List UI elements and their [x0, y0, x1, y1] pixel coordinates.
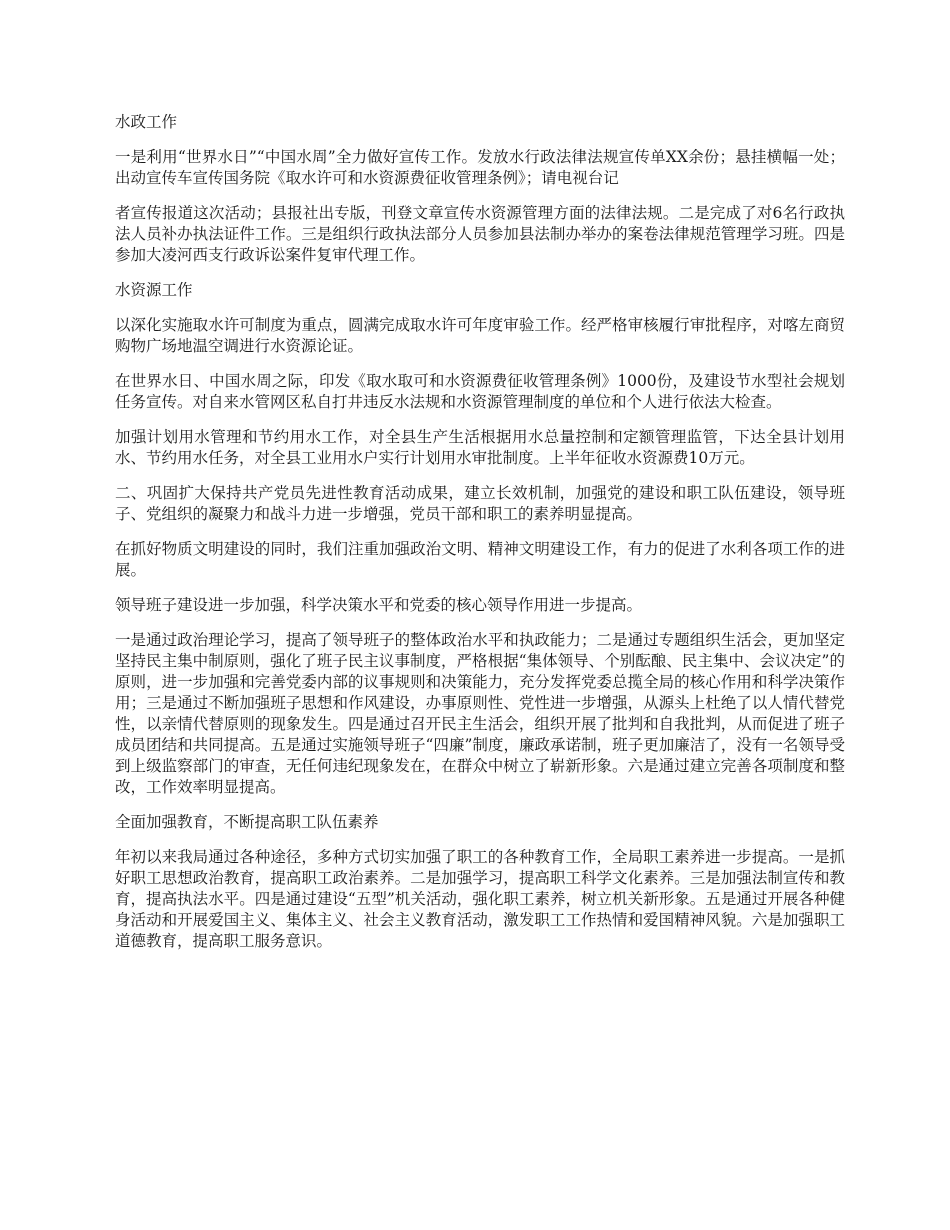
paragraph-leadership: 领导班子建设进一步加强，科学决策水平和党委的核心领导作用进一步提高。: [115, 596, 643, 614]
paragraph-publicity-part2: 者宣传报道这次活动；县报社出专版，刊登文章宣传水资源管理方面的法律法规。二是完成了对6名行政执法人员补办执法证件工作。三是组织行政执法部分人员参加县法制办举办的案卷法律规范管理学习班。四是参加大凌河西支行政诉讼案件复审代理工作。: [115, 204, 845, 264]
paragraph-civilization: 在抓好物质文明建设的同时，我们注重加强政治文明、精神文明建设工作，有力的促进了水利各项工作的进展。: [115, 540, 845, 579]
paragraph-planned-water-use: 加强计划用水管理和节约用水工作，对全县生产生活根据用水总量控制和定额管理监管，下达全县计划用水、节约用水任务，对全县工业用水户实行计划用水审批制度。上半年征收水资源费10万元。: [115, 428, 845, 467]
section-heading-staff-education: 全面加强教育，不断提高职工队伍素养: [115, 813, 379, 831]
paragraph-staff-education: 年初以来我局通过各种途径，多种方式切实加强了职工的各种教育工作，全局职工素养进一步提高。一是抓好职工思想政治教育，提高职工政治素养。二是加强学习，提高职工科学文化素养。三是加强法制宣传和教育，提高执法水平。四是通过建设“五型”机关活动，强化职工素养，树立机关新形象。五是通过开展各种健身活动和开展爱国主义、集体主义、社会主义教育活动，激发职工工作热情和爱国精神风貌。六是加强职工道德教育，提高职工服务意识。: [115, 848, 845, 950]
paragraph-leadership-details: 一是通过政治理论学习，提高了领导班子的整体政治水平和执政能力；二是通过专题组织生活会，更加坚定坚持民主集中制原则，强化了班子民主议事制度，严格根据“集体领导、个别酝酿、民主集中、会议决定”的原则，进一步加强和完善党委内部的议事规则和决策能力，充分发挥党委总揽全局的核心作用和科学决策作用；三是通过不断加强班子思想和作风建设，办事原则性、党性进一步增强，从源头上杜绝了以人情代替党性，以亲情代替原则的现象发生。四是通过召开民主生活会，组织开展了批判和自我批判，从而促进了班子成员团结和共同提高。五是通过实施领导班子“四廉”制度，廉政承诺制，班子更加廉洁了，没有一名领导受到上级监察部门的审查，无任何违纪现象发在，在群众中树立了崭新形象。六是通过建立完善各项制度和整改，工作效率明显提高。: [115, 631, 845, 796]
paragraph-water-permit: 以深化实施取水许可制度为重点，圆满完成取水许可年度审验工作。经严格审核履行审批程序，对喀左商贸购物广场地温空调进行水资源论证。: [115, 316, 845, 355]
paragraph-water-day: 在世界水日、中国水周之际，印发《取水取可和水资源费征收管理条例》1000份，及建设节水型社会规划任务宣传。对自来水管网区私自打井违反水法规和水资源管理制度的单位和个人进行依法大检查。: [115, 372, 845, 411]
document-body: [115, 112, 845, 966]
section-heading-water-admin: 水政工作: [115, 113, 178, 131]
section-heading-water-resources: 水资源工作: [115, 281, 193, 299]
paragraph-party-building: 二、巩固扩大保持共产党员先进性教育活动成果，建立长效机制，加强党的建设和职工队伍建设，领导班子、党组织的凝聚力和战斗力进一步增强，党员干部和职工的素养明显提高。: [115, 484, 845, 523]
paragraph-publicity-part1: 一是利用“世界水日”“中国水周”全力做好宣传工作。发放水行政法律法规宣传单XX余份；悬挂横幅一处；出动宣传车宣传国务院《取水许可和水资源费征收管理条例》；请电视台记: [115, 148, 845, 187]
